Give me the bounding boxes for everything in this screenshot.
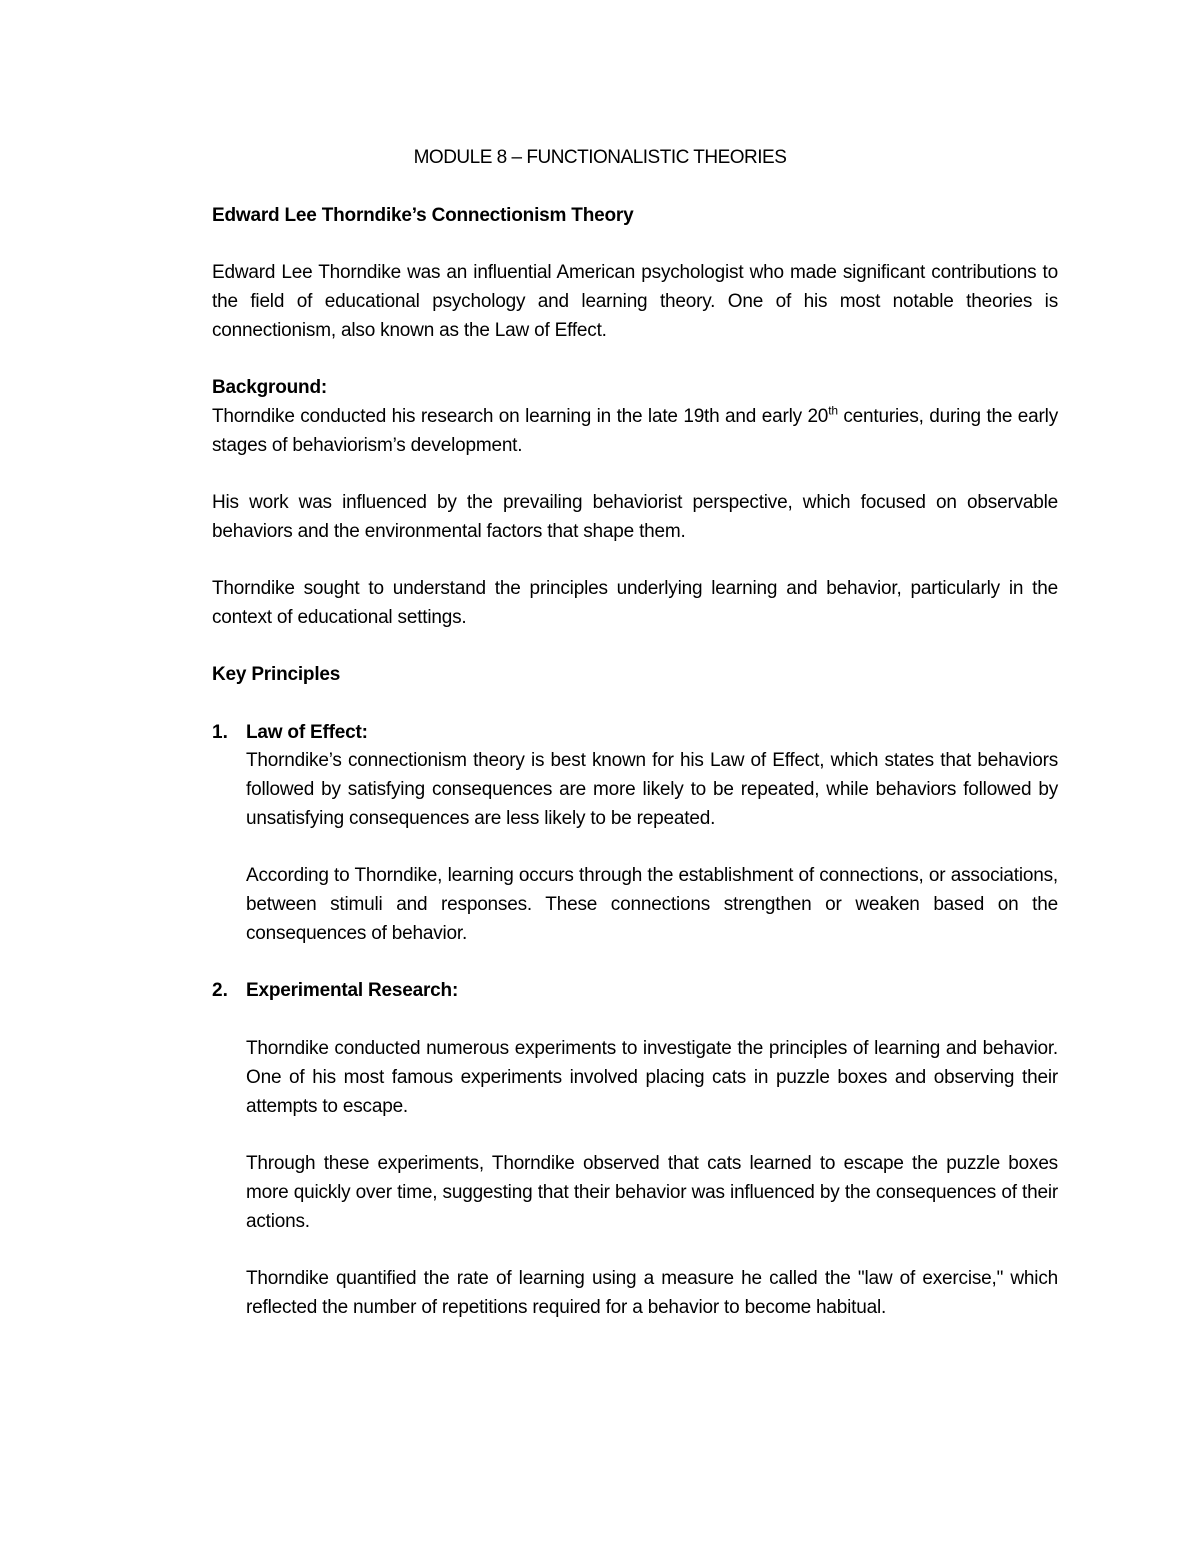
list-number-1: 1. — [212, 722, 228, 743]
intro-paragraph: Edward Lee Thorndike was an influential American psychologist who made significant contributions to the field of educational psychology and learning theory. One of his most notable theories is connectionism, also known as the Law of Effect. — [212, 262, 1058, 341]
experimental-research-paragraph-3: Thorndike quantified the rate of learning using a measure he called the "law of exercise," which reflected the number of repetitions required for a behavior to become habitual. — [246, 1268, 1058, 1318]
background-heading: Background: — [212, 377, 327, 398]
background-p1-text: Thorndike conducted his research on learning in the late 19th and early 20 — [212, 406, 829, 427]
experimental-research-paragraph-1: Thorndike conducted numerous experiments to investigate the principles of learning and behavior. One of his most famous experiments involved placing cats in puzzle boxes and observing their attempts to escape. — [246, 1038, 1058, 1117]
background-p1-text-end: centuries, during the early stages of behaviorism’s development. — [212, 406, 1058, 456]
background-paragraph-3: Thorndike sought to understand the principles underlying learning and behavior, particularly in the context of educational settings. — [212, 578, 1058, 628]
background-paragraph-2: His work was influenced by the prevailing behaviorist perspective, which focused on observable behaviors and the environmental factors that shape them. — [212, 492, 1058, 542]
key-principles-heading: Key Principles — [212, 664, 341, 685]
section-subtitle: Edward Lee Thorndike’s Connectionism Theory — [212, 205, 634, 226]
background-paragraph-1 — [212, 402, 1058, 460]
law-of-effect-paragraph-2: According to Thorndike, learning occurs through the establishment of connections, or associations, between stimuli and responses. These connections strengthen or weaken based on the consequences of behavior. — [246, 865, 1058, 944]
experimental-research-title: Experimental Research: — [246, 980, 459, 1001]
law-of-effect-title: Law of Effect: — [246, 722, 368, 743]
law-of-effect-paragraph-1: Thorndike’s connectionism theory is best known for his Law of Effect, which states that behaviors followed by satisfying consequences are more likely to be repeated, while behaviors followed by unsatisfying consequences are less likely to be repeated. — [246, 750, 1058, 829]
module-title: MODULE 8 – FUNCTIONALISTIC THEORIES — [413, 147, 787, 168]
experimental-research-paragraph-2: Through these experiments, Thorndike observed that cats learned to escape the puzzle boxes more quickly over time, suggesting that their behavior was influenced by the consequences of their actions. — [246, 1153, 1058, 1232]
background-p1-superscript: th — [828, 403, 838, 418]
list-number-2: 2. — [212, 980, 228, 1001]
